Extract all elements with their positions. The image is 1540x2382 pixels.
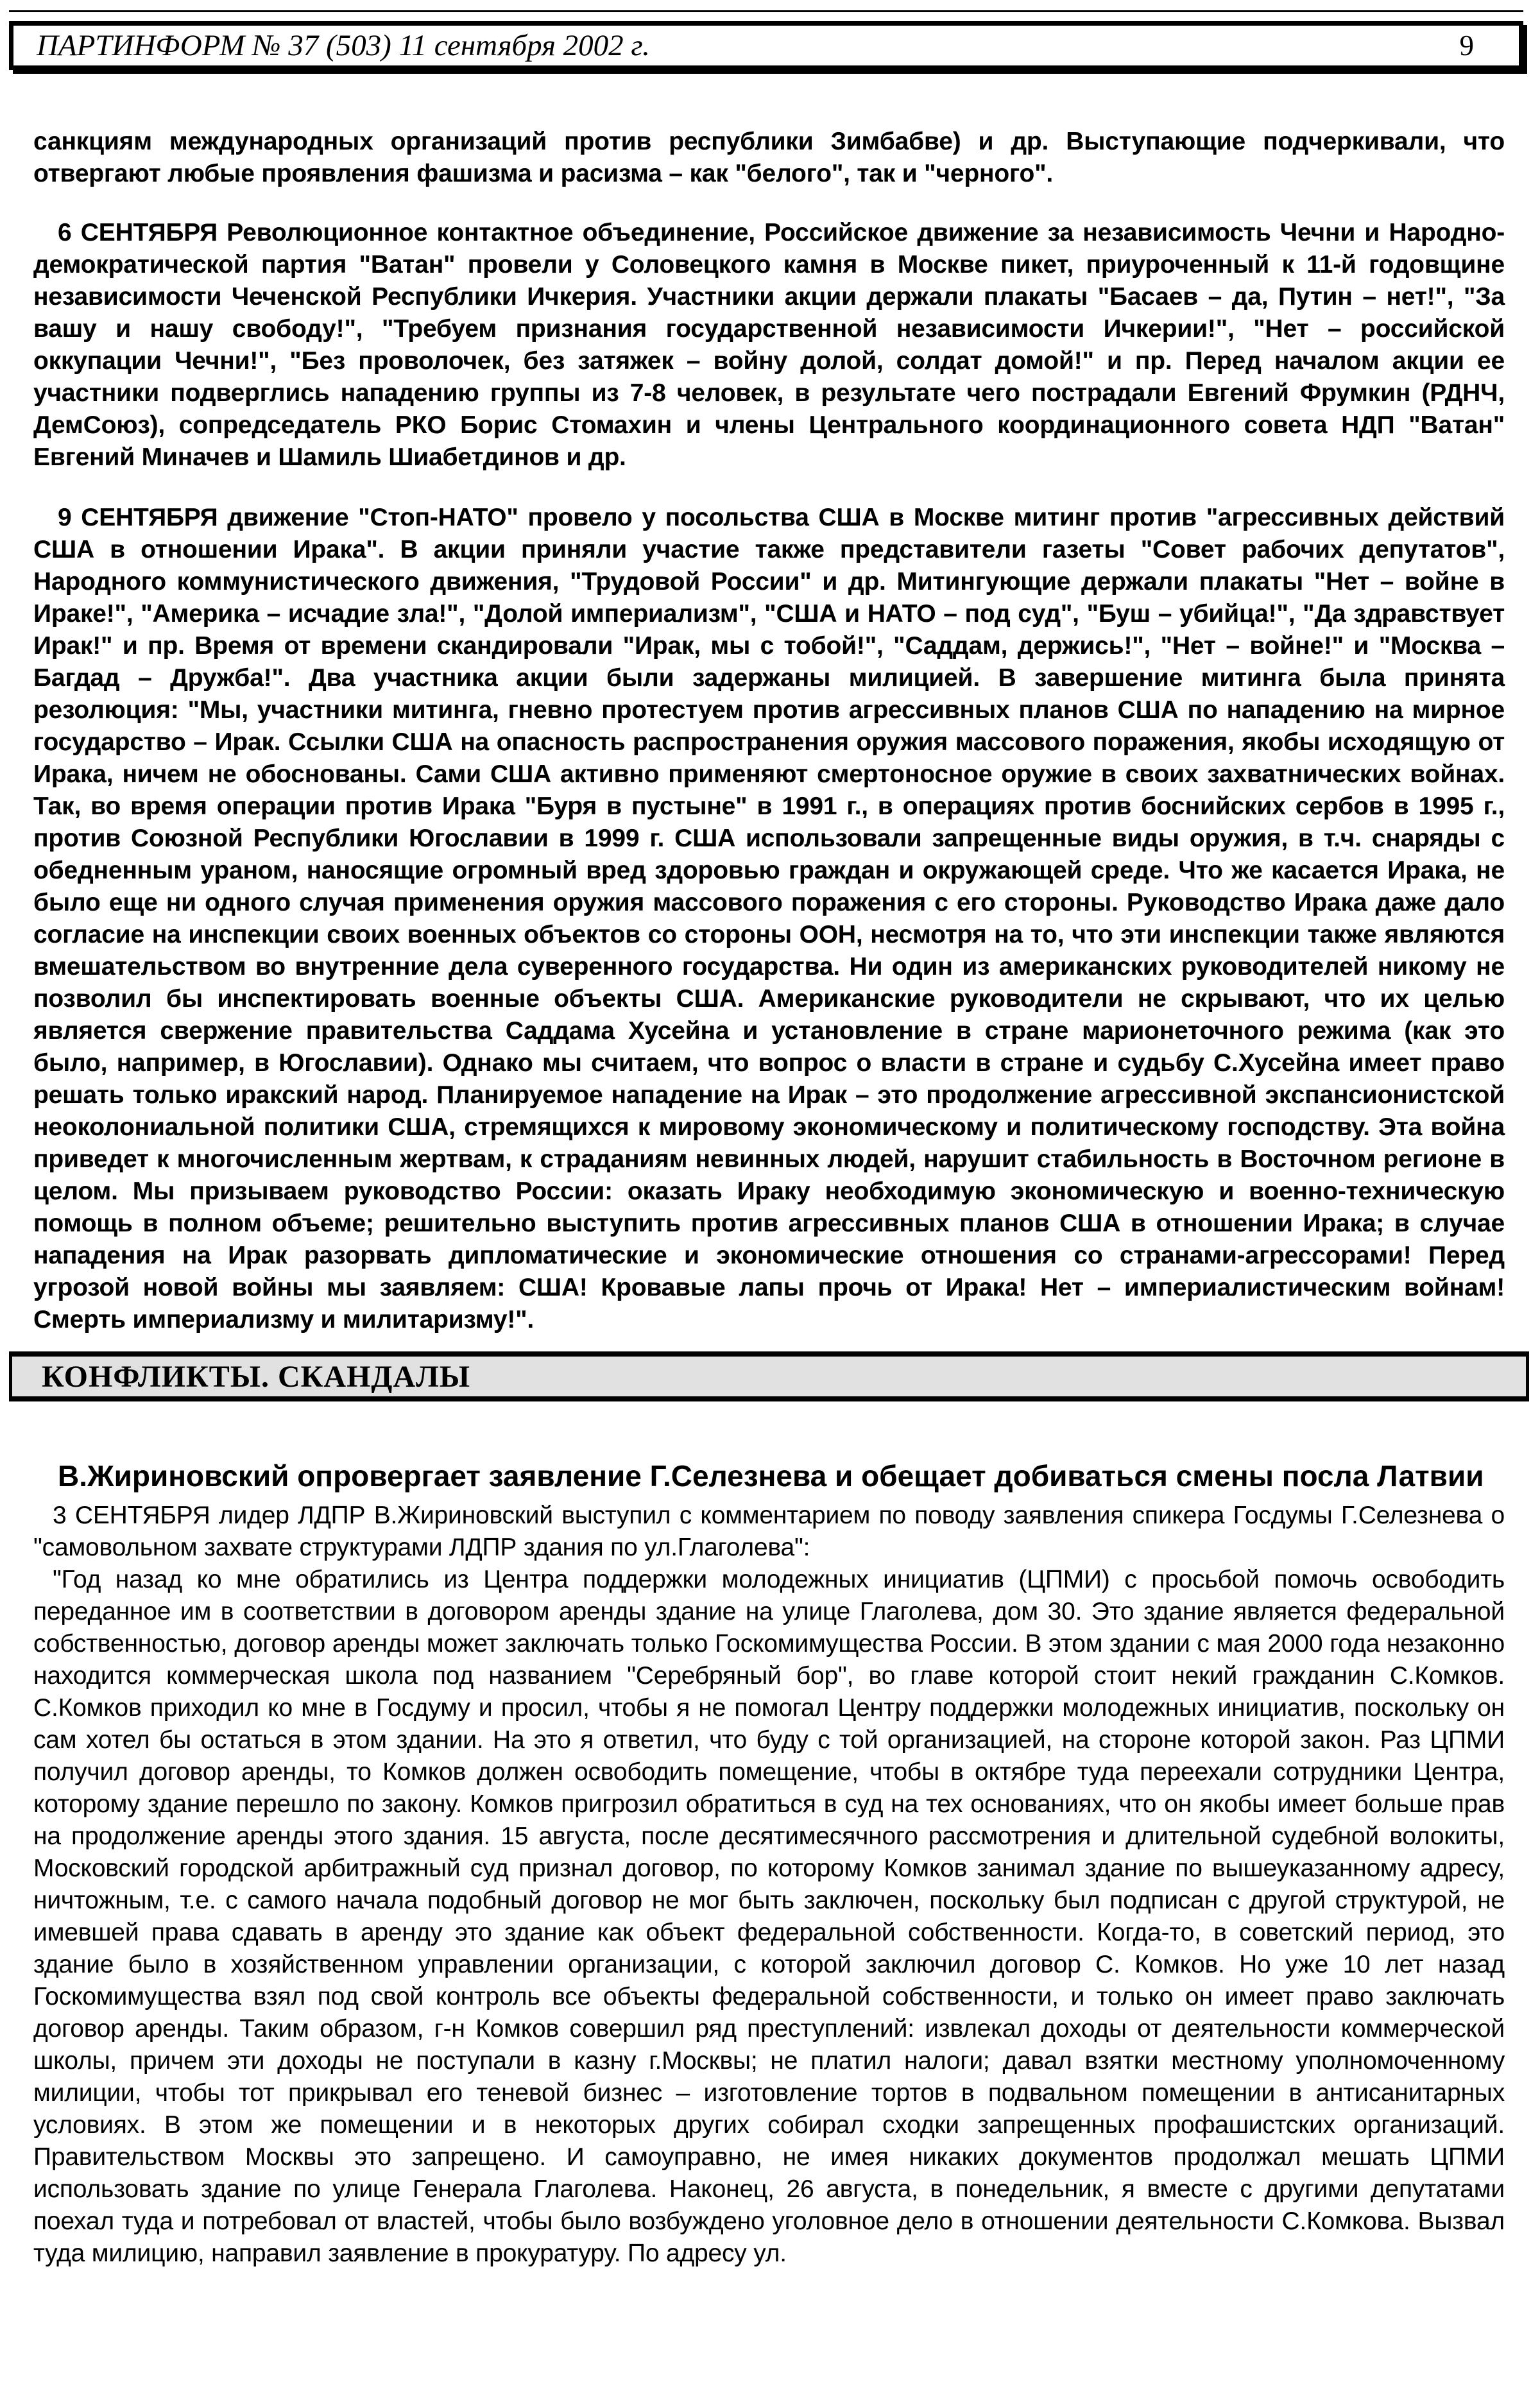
page-content <box>33 126 1505 2270</box>
article-lead-paragraph: 3 СЕНТЯБРЯ лидер ЛДПР В.Жириновский выступил с комментарием по поводу заявления спикера Госдумы Г.Селезнева о "самовольном захвате структурами ЛДПР здания по ул.Глаголева": <box>33 1502 1505 1561</box>
news-paragraph-september-9: 9 СЕНТЯБРЯ движение "Стоп-НАТО" провело у посольства США в Москве митинг против "агрессивных действий США в отношении Ирака". В акции приняли участие также представители газеты "Совет рабочих депутатов", Народного коммунистического движения, "Трудовой России" и др. Митингующие держали плакаты "Нет – войне в Ираке!", "Америка – исчадие зла!", "Долой империализм", "США и НАТО – под суд", "Буш – убийца!", "Да здравствует Ирак!" и пр. Время от времени скандировали "Ирак, мы с тобой!", "Саддам, держись!", "Нет – войне!" и "Москва – Багдад – Дружба!". Два участника акции были задержаны милицией. В завершение митинга была принята резолюция: "Мы, участники митинга, гневно протестуем против агрессивных планов США по нападению на мирное государство – Ирак. Ссылки США на опасность распространения оружия массового поражения, якобы исходящую от Ирака, ничем не обоснованы. Сами США активно применяют смертоносное оружие в своих захватнических войнах. Так, во время операции против Ирака "Буря в пустыне" в 1991 г., в операциях против боснийских сербов в 1995 г., против Союзной Республики Югославии в 1999 г. США использовали запрещенные виды оружия, в т.ч. снаряды с обедненным ураном, наносящие огромный вред здоровью граждан и окружающей среде. Что же касается Ирака, не было еще ни одного случая применения оружия массового поражения с его стороны. Руководство Ирака даже дало согласие на инспекции своих военных объектов со стороны ООН, несмотря на то, что эти инспекции также являются вмешательством во внутренние дела суверенного государства. Ни один из американских руководителей никому не позволил бы инспектировать военные объекты США. Американские руководители не скрывают, что их целью является свержение правительства Саддама Хусейна и установление в стране марионеточного режима (как это было, например, в Югославии). Однако мы считаем, что вопрос о власти в стране и судьбу С.Хусейна имеет право решать только иракский народ. Планируемое нападение на Ирак – это продолжение агрессивной экспансионистской неоколониальной политики США, стремящихся к мировому экономическому и политическому господству. Эта война приведет к многочисленным жертвам, к страданиям невинных людей, нарушит стабильность в Восточном регионе в целом. Мы призываем руководство России: оказать Ираку необходимую экономическую и военно-техническую помощь в полном объеме; решительно выступить против агрессивных планов США в отношении Ирака; в случае нападения на Ирак разорвать дипломатические и экономические отношения со странами-агрессорами! Перед угрозой новой войны мы заявляем: США! Кровавые лапы прочь от Ирака! Нет – империалистическим войнам! Смерть империализму и милитаризму!". <box>33 504 1505 1333</box>
page-number: 9 <box>1459 30 1474 62</box>
page-top-rule <box>9 10 1523 12</box>
news-paragraph-september-6: 6 СЕНТЯБРЯ Революционное контактное объединение, Российское движение за независимость Чечни и Народно-демократической партия "Ватан" провели у Соловецкого камня в Москве пикет, приуроченный к 11-й годовщине независимости Чеченской Республики Ичкерия. Участники акции держали плакаты "Басаев – да, Путин – нет!", "За вашу и нашу свободу!", "Требуем признания государственной независимости Ичкерии!", "Нет – российской оккупации Чечни!", "Без проволочек, без затяжек – войну долой, солдат домой!" и пр. Перед началом акции ее участники подверглись нападению группы из 7-8 человек, в результате чего пострадали Евгений Фрумкин (РДНЧ, ДемСоюз), сопредседатель РКО Борис Стомахин и члены Центрального координационного совета НДП "Ватан" Евгений Миначев и Шамиль Шиабетдинов и др. <box>33 219 1505 471</box>
section-title: КОНФЛИКТЫ. СКАНДАЛЫ <box>42 1359 471 1394</box>
page-header-box <box>9 21 1523 70</box>
news-paragraph-continuation: санкциям международных организаций против республики Зимбабве) и др. Выступающие подчеркивали, что отвергают любые проявления фашизма и расизма – как "белого", так и "черного". <box>33 128 1505 187</box>
masthead-title: ПАРТИНФОРМ № 37 (503) 11 сентября 2002 г. <box>37 29 650 62</box>
article-heading: В.Жириновский опровергает заявление Г.Селезнева и обещает добиваться смены посла Латвии <box>58 1459 1484 1493</box>
section-header-bar <box>9 1351 1529 1401</box>
article-quote-paragraph: "Год назад ко мне обратились из Центра поддержки молодежных инициатив (ЦПМИ) с просьбой помочь освободить переданное им в соответствии в договором аренды здание на улице Глаголева, дом 30. Это здание является федеральной собственностью, договор аренды может заключать только Госкомимущества России. В этом здании с мая 2000 года незаконно находится коммерческая школа под названием "Серебряный бор", во главе которой стоит некий гражданин С.Комков. С.Комков приходил ко мне в Госдуму и просил, чтобы я не помогал Центру поддержки молодежных инициатив, поскольку он сам хотел бы остаться в этом здании. На это я ответил, что буду с той организацией, на стороне которой закон. Раз ЦПМИ получил договор аренды, то Комков должен освободить помещение, чтобы в октябре туда переехали сотрудники Центра, которому здание перешло по закону. Комков пригрозил обратиться в суд на тех основаниях, что он якобы имеет больше прав на продолжение аренды этого здания. 15 августа, после десятимесячного рассмотрения и длительной судебной волокиты, Московский городской арбитражный суд признал договор, по которому Комков занимал здание по вышеуказанному адресу, ничтожным, т.е. с самого начала подобный договор не мог быть заключен, поскольку был подписан с другой структурой, не имевшей права сдавать в аренду это здание как объект федеральной собственности. Когда-то, в советский период, это здание было в хозяйственном управлении организации, с которой заключил договор С. Комков. Но уже 10 лет назад Госкомимущества взял под свой контроль все объекты федеральной собственности, и только он имеет право заключать договор аренды. Таким образом, г-н Комков совершил ряд преступлений: извлекал доходы от деятельности коммерческой школы, причем эти доходы не поступали в казну г.Москвы; не платил налоги; давал взятки местному уполномоченному милиции, чтобы тот прикрывал его теневой бизнес – изготовление тортов в подвальном помещении в антисанитарных условиях. В этом же помещении и в некоторых других собирал сходки запрещенных профашистских организаций. Правительством Москвы это запрещено. И самоуправно, не имея никаких документов продолжал мешать ЦПМИ использовать здание по улице Генерала Глаголева. Наконец, 26 августа, в понедельник, я вместе с другими депутатами поехал туда и потребовал от властей, чтобы было возбуждено уголовное дело в отношении деятельности С.Комкова. Вызвал туда милицию, направил заявление в прокуратуру. По адресу ул. <box>33 1566 1505 2267</box>
